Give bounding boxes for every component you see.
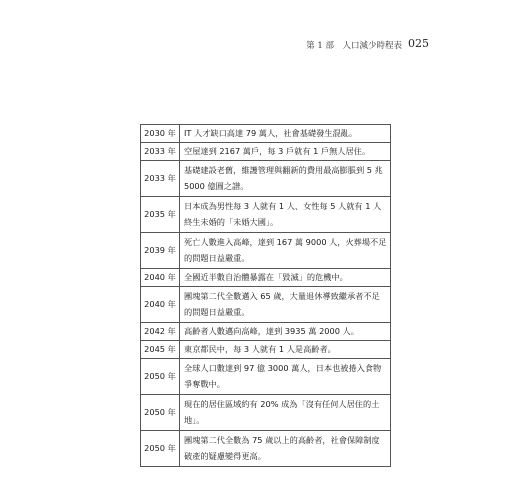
year-cell: 2035 年: [141, 197, 180, 233]
table-row: [141, 143, 391, 161]
year-cell: 2040 年: [141, 269, 180, 287]
year-cell: 2045 年: [141, 341, 180, 359]
event-cell: 東京都民中，每 3 人就有 1 人是高齡者。: [180, 341, 391, 359]
year-cell: 2042 年: [141, 323, 180, 341]
table-row: [141, 323, 391, 341]
event-cell: 日本成為男性每 3 人就有 1 人、女性每 5 人就有 1 人終生未婚的「未婚大國」。: [180, 197, 391, 233]
event-cell: 現在的居住區域約有 20% 成為「沒有任何人居住的土地」。: [180, 395, 391, 431]
table-row: [141, 395, 391, 431]
event-cell: 死亡人數進入高峰，達到 167 萬 9000 人，火葬場不足的問題日益嚴重。: [180, 233, 391, 269]
event-cell: IT 人才缺口高達 79 萬人，社會基礎發生混亂。: [180, 125, 391, 143]
event-cell: 全球人口數達到 97 億 3000 萬人，日本也被捲入食物爭奪戰中。: [180, 359, 391, 395]
table-row: [141, 125, 391, 143]
page-number: 025: [408, 37, 429, 50]
year-cell: 2050 年: [141, 359, 180, 395]
table-row: [141, 287, 391, 323]
year-cell: 2033 年: [141, 161, 180, 197]
table-row: [141, 161, 391, 197]
year-cell: 2033 年: [141, 143, 180, 161]
year-cell: 2050 年: [141, 431, 180, 467]
event-cell: 團塊第二代全數為 75 歲以上的高齡者，社會保障制度破產的疑慮變得更高。: [180, 431, 391, 467]
event-cell: 基礎建設老舊，維護管理與翻新的費用最高膨脹到 5 兆5000 億圓之譜。: [180, 161, 391, 197]
year-cell: 2040 年: [141, 287, 180, 323]
timeline-table: [140, 124, 391, 467]
year-cell: 2050 年: [141, 395, 180, 431]
event-cell: 全國近半數自治體暴露在「毀滅」的危機中。: [180, 269, 391, 287]
table-row: [141, 359, 391, 395]
chapter-title: 第 1 部 人口減少時程表: [306, 41, 402, 51]
running-header: [0, 37, 520, 53]
table-row: [141, 197, 391, 233]
event-cell: 空屋達到 2167 萬戶，每 3 戶就有 1 戶無人居住。: [180, 143, 391, 161]
table-row: [141, 431, 391, 467]
table-row: [141, 341, 391, 359]
event-cell: 高齡者人數邁向高峰，達到 3935 萬 2000 人。: [180, 323, 391, 341]
year-cell: 2030 年: [141, 125, 180, 143]
year-cell: 2039 年: [141, 233, 180, 269]
event-cell: 團塊第二代全數邁入 65 歲，大量退休導致繼承者不足的問題日益嚴重。: [180, 287, 391, 323]
table-row: [141, 269, 391, 287]
table-row: [141, 233, 391, 269]
